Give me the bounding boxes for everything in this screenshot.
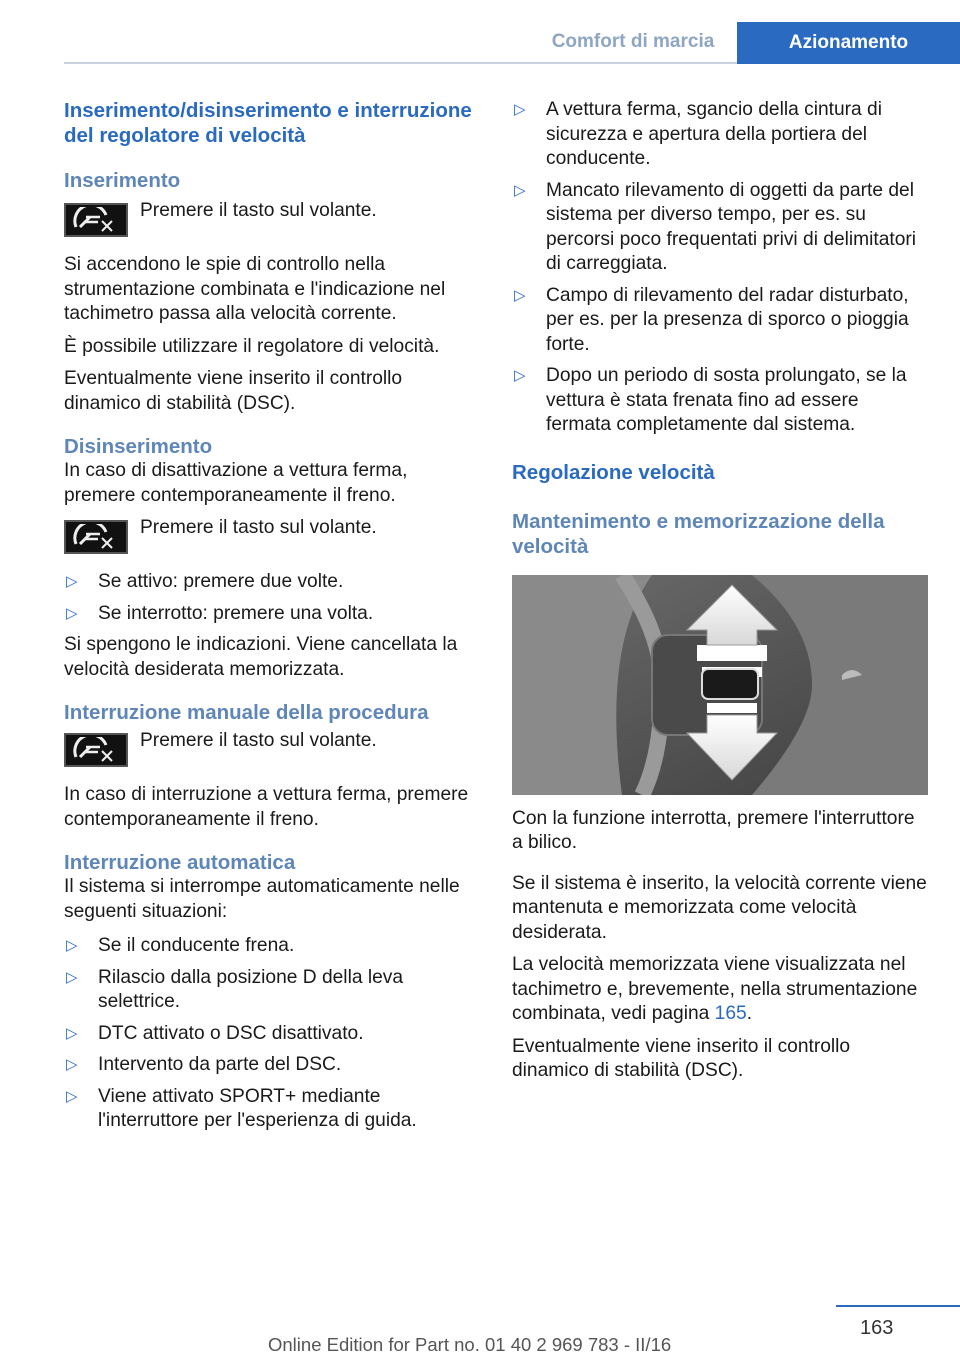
left-column: [64, 98, 482, 1141]
paragraph: Eventualmente viene inserito il controllo dinamico di stabilità (DSC).: [64, 368, 403, 414]
press-instruction: Premere il tasto sul volante.: [140, 517, 377, 538]
paragraph: Se il sistema è inserito, la velocità corrente viene mantenuta e memorizzata come velocità desiderata.: [512, 872, 927, 943]
paragraph: Il sistema si interrompe automaticamente nelle seguenti situazioni:: [64, 876, 460, 922]
list: [64, 570, 482, 626]
triangle-bullet-icon: ▷: [66, 937, 78, 954]
press-instruction: Premere il tasto sul volante.: [140, 200, 377, 221]
triangle-bullet-icon: ▷: [66, 604, 78, 622]
heading-regolazione-velocita: Regolazione velocità: [512, 460, 715, 484]
cruise-control-icon: [64, 733, 128, 767]
paragraph: È possibile utilizzare il regolatore di velocità.: [64, 335, 440, 357]
triangle-bullet-icon: ▷: [66, 1056, 78, 1073]
page-number: 163: [860, 1317, 894, 1339]
press-instruction: Premere il tasto sul volante.: [140, 730, 377, 751]
list-item: ▷ Dopo un periodo di sosta prolungato, se la vettura è stata frenata fino ad essere fermata completamente dal sistema.: [514, 365, 907, 435]
list-item: ▷ Viene attivato SPORT+ mediante l'interruttore per l'esperienza di guida.: [66, 1085, 417, 1131]
tab-comfort-di-marcia[interactable]: [530, 22, 736, 62]
list-item: ▷ Campo di rilevamento del radar disturbato, per es. per la presenza di sporco o pioggia forte.: [514, 284, 909, 355]
triangle-bullet-icon: ▷: [66, 1087, 78, 1105]
tab-azionamento[interactable]: [737, 22, 960, 64]
paragraph: Si spengono le indicazioni. Viene cancellata la velocità desiderata memorizzata.: [64, 634, 458, 680]
paragraph: Si accendono le spie di controllo nella strumentazione combinata e l'indicazione nel tachimetro passa alla velocità corrente.: [64, 254, 446, 324]
heading-mantenimento: Mantenimento e memorizzazione della velocità: [512, 509, 885, 558]
instruction-row: [64, 199, 482, 239]
cruise-control-icon: [64, 520, 128, 554]
tab-label: Comfort di marcia: [551, 31, 715, 52]
triangle-bullet-icon: ▷: [514, 181, 526, 199]
triangle-bullet-icon: ▷: [514, 286, 526, 304]
list-item: ▷ Se interrotto: premere una volta.: [64, 602, 482, 627]
list-item: ▷ DTC attivato o DSC disattivato.: [64, 1022, 482, 1047]
steering-wheel-photo: [512, 575, 928, 795]
heading-interruzione-automatica: Interruzione automatica: [64, 851, 296, 874]
triangle-bullet-icon: ▷: [66, 1024, 78, 1042]
heading-disinserimento: Disinserimento: [64, 435, 213, 458]
page-link[interactable]: 165: [714, 1003, 747, 1024]
instruction-row: [64, 516, 482, 556]
list-item: ▷ Se attivo: premere due volte.: [64, 570, 482, 595]
list-item: ▷ Intervento da parte del DSC.: [64, 1053, 482, 1078]
footer-rule: [836, 1305, 960, 1307]
triangle-bullet-icon: ▷: [514, 367, 526, 384]
section-title: Inserimento/disinserimento e interruzione del regolatore di velocità: [64, 99, 472, 147]
triangle-bullet-icon: ▷: [66, 573, 78, 590]
list: [512, 98, 928, 438]
list-item: ▷ A vettura ferma, sgancio della cintura di sicurezza e apertura della portiera del conducente.: [514, 99, 882, 169]
tab-label: Azionamento: [788, 32, 909, 53]
paragraph: Eventualmente viene inserito il controllo dinamico di stabilità (DSC).: [512, 1035, 851, 1081]
paragraph: Con la funzione interrotta, premere l'interruttore a bilico.: [512, 807, 915, 853]
list-item: ▷ Se il conducente frena.: [64, 934, 482, 959]
instruction-row: [64, 729, 482, 769]
paragraph: In caso di disattivazione a vettura ferma, premere contemporaneamente il freno.: [64, 460, 408, 506]
triangle-bullet-icon: ▷: [66, 968, 78, 986]
list-item: ▷ Rilascio dalla posizione D della leva selettrice.: [66, 966, 404, 1012]
list-item: ▷ Mancato rilevamento di oggetti da parte del sistema per diverso tempo, per es. su percorsi poco frequentati privi di delimitatori di carreggiata.: [514, 179, 917, 274]
triangle-bullet-icon: ▷: [514, 101, 526, 118]
list: [64, 934, 482, 1134]
paragraph: In caso di interruzione a vettura ferma, premere contemporaneamente il freno.: [64, 784, 469, 830]
right-column: [512, 98, 928, 1084]
edition-footer: Online Edition for Part no. 01 40 2 969 783 - II/16: [268, 1334, 672, 1355]
heading-interruzione-manuale: Interruzione manuale della procedura: [64, 701, 429, 724]
cruise-control-icon: [64, 203, 128, 237]
paragraph: La velocità memorizzata viene visualizzata nel tachimetro e, brevemente, nella strumentazione combinata, vedi pagina 165.: [512, 954, 918, 1024]
heading-inserimento: Inserimento: [64, 169, 181, 192]
